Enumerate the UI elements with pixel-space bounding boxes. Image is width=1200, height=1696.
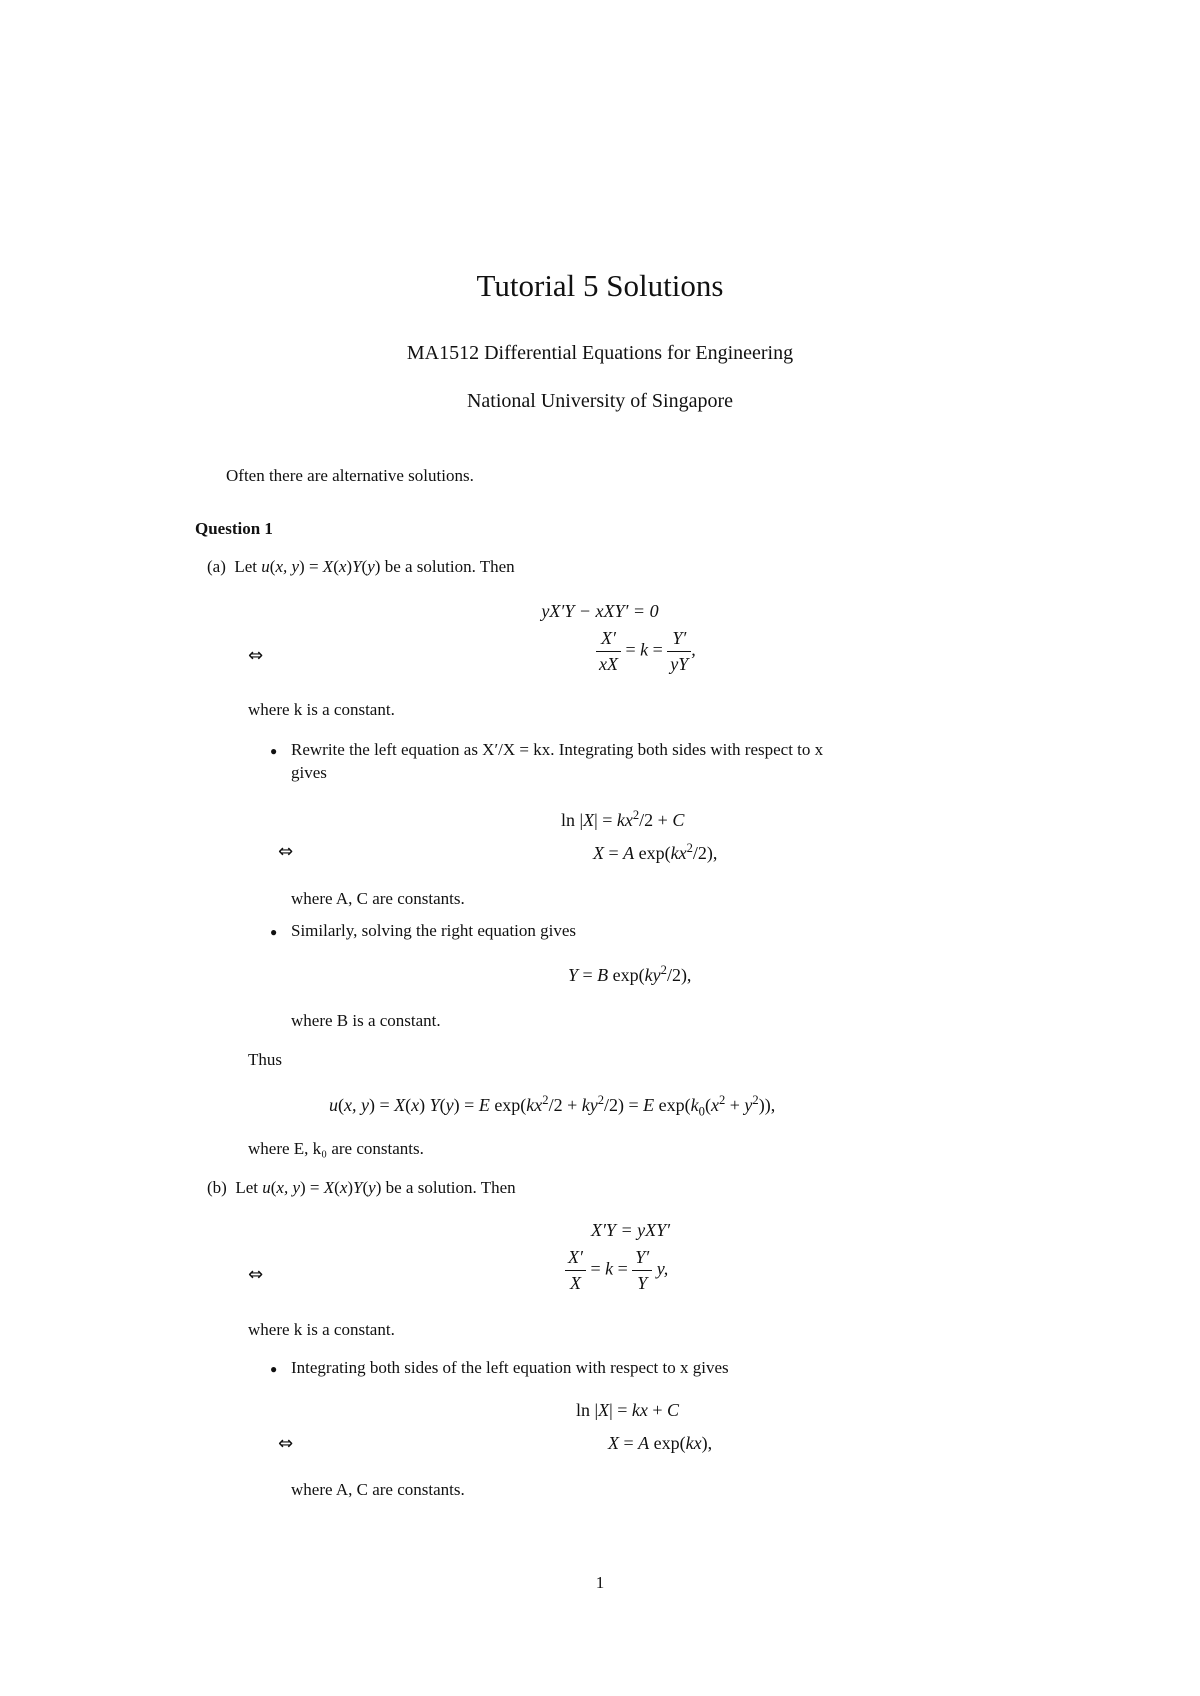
page-title: Tutorial 5 Solutions <box>476 268 724 303</box>
part-b-eq1: X′Y = yXY′ <box>591 1220 671 1240</box>
part-a-eq4: X = A $\exp(kx^2/2)$, <box>593 841 718 863</box>
iff-symbol: ⇔ <box>248 1264 264 1285</box>
part-b-eq3: ln |X| = kx + C <box>576 1400 680 1420</box>
part-a-label: (a) <box>207 557 226 576</box>
iff-symbol: ⇔ <box>248 645 264 666</box>
course-name: MA1512 Differential Equations for Engineering <box>406 342 794 364</box>
part-a-eq5: Y = B $\exp(ky^2/2)$, <box>568 963 692 985</box>
part-a-lead-suffix: be a solution. Then <box>384 557 515 576</box>
part-b-where-k: where k is a constant. <box>248 1320 395 1339</box>
part-b-where-ac: where A, C are constants. <box>291 1480 465 1499</box>
part-b-eq4: X = A exp(kx), <box>608 1433 713 1453</box>
part-b-lead-math: u(x, y) = X(x)Y(y) <box>262 1178 382 1197</box>
part-a-eq3: $\ln |X| = kx^2/2 + C$ <box>561 808 685 830</box>
part-a-bullet1-cont: gives <box>291 763 327 782</box>
part-b-lead-prefix: Let <box>235 1178 258 1197</box>
intro-text: Often there are alternative solutions. <box>226 466 474 485</box>
part-a-bullet2-text: Similarly, solving the right equation gives <box>291 921 577 940</box>
part-a-eq2: $\frac{X'}{xX}$ = k = $\frac{Y'}{yY}$ , <box>596 628 696 675</box>
part-b-label: (b) <box>207 1178 227 1197</box>
university-name: National University of Singapore <box>466 390 734 412</box>
part-a-where-ac: where A, C are constants. <box>291 889 465 908</box>
part-b-lead-suffix: be a solution. Then <box>385 1178 516 1197</box>
part-b-bullet1-text: Integrating both sides of the left equation with respect to x gives <box>291 1358 729 1377</box>
part-a-lead-prefix: Let <box>234 557 258 576</box>
iff-symbol: ⇔ <box>278 1433 294 1454</box>
part-a-lead-math: u(x, y) = X(x)Y(y) <box>261 557 381 576</box>
iff-symbol: ⇔ <box>278 841 294 862</box>
part-a-bullet2-marker: ● <box>270 925 278 939</box>
part-b-bullet1-marker: ● <box>270 1362 278 1376</box>
part-b-eq2: $\frac{X'}{X}$ = k = $\frac{Y'}{Y}$ y, <box>565 1247 668 1294</box>
part-a-eq6: u(x, y) = X(x) Y(y) = E $\exp(kx^2/2 + ky^2/2) = E$ $\exp(k_0(x^2 + y^2))$, <box>329 1093 776 1119</box>
part-a-where-k: where k is a constant. <box>248 700 395 719</box>
part-a-bullet1-text: Rewrite the left equation as X′/X = kx. Integrating both sides with respect to x <box>291 740 824 759</box>
part-a-where-b: where B is a constant. <box>291 1011 441 1030</box>
part-a-bullet1-marker: ● <box>270 744 278 758</box>
part-a-lead <box>207 557 515 577</box>
part-a-thus: Thus <box>248 1050 282 1069</box>
part-a-where-e: where E, k₀ are constants. <box>248 1139 424 1158</box>
part-a-eq1: yX′Y − xXY′ = 0 <box>541 601 659 621</box>
question-heading: Question 1 <box>195 519 273 538</box>
page-number: 1 <box>595 1573 605 1592</box>
part-b-lead <box>207 1178 516 1198</box>
